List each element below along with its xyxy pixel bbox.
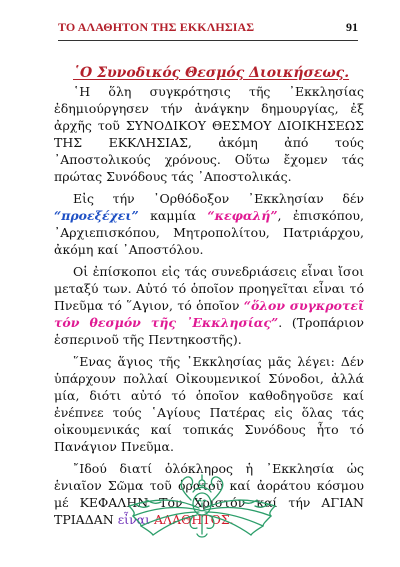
highlight-kefali: “κεφαλή” <box>207 208 278 223</box>
highlight-proexechei: “προεξέχει” <box>54 208 139 223</box>
winged-seraph-ornament-icon <box>121 470 283 545</box>
page-number: 91 <box>346 20 358 34</box>
section-title: ῾Ο Συνοδικός Θεσμός Διοικήσεως. <box>73 65 350 81</box>
highlight-einai: εἶναι <box>117 512 151 527</box>
highlight-troparion-quote: “ὅλον συγκροτεῖ τόν θεσμόν τῆς ᾿Εκκλησίας” <box>54 298 365 330</box>
paragraph-4: ῞Ενας ἅγιος τῆς ᾿Εκκλησίας μᾶς λέγει: Δέν ὑπάρχουν πολλαί Οἰκουμενικοί Σύνοδοι, ἀλλά μία, διότι αὐτό τό ὁποῖον καθοδηγοῦσε καί ἐνέπνεε τούς ῾Αγίους Πατέρας εἰς ὅλας τάς οἰκουμενικάς καί τοπικάς Συνόδους ἦτο τό Πανάγιον Πνεῦμα. <box>54 354 364 454</box>
highlight-alathitos: ΑΛΑΘΗΤΟΣ. <box>154 512 234 527</box>
paragraph-2-text-b: καμμία <box>138 208 208 223</box>
running-title: ΤΟ ΑΛΑΘΗΤΟΝ ΤΗΣ ΕΚΚΛΗΣΙΑΣ <box>58 20 255 34</box>
paragraph-2-text-c: , ἐπισκόπου, ᾿Αρχιεπισκόπου, Μητροπολίτου, Πατριάρχου, ἀκόμη καί ᾿Αποστόλου. <box>54 208 364 257</box>
header-rule <box>58 40 358 41</box>
paragraph-2 <box>54 190 364 258</box>
paragraph-3-text-a: Οἱ ἐπίσκοποι εἰς τάς συνεδριάσεις εἶναι ἴσοι μεταξύ των. Αὐτό τό ὁποῖον προηγεῖται εἶναι τό Πνεῦμα τό ῞Αγιον, τό ὁποῖον <box>54 264 364 313</box>
body-text <box>54 83 364 528</box>
paragraph-3-text-b: . (Τροπάριον ἑσπερινοῦ τῆς Πεντηκοστῆς). <box>54 315 364 347</box>
paragraph-2-text-a: Εἰς τήν ᾿Ορθόδοξον ᾿Εκκλησίαν δέν <box>73 191 364 206</box>
paragraph-1: ῾Η ὅλη συγκρότησις τῆς ᾿Εκκλησίας ἐδημιούργησεν τήν ἀνάγκην δημουργίας, ἐξ ἀρχῆς τοῦ ΣΥΝΟΔΙΚΟΥ ΘΕΣΜΟΥ ΔΙΟΙΚΗΣΕΩΣ ΤΗΣ ΕΚΚΛΗΣΙΑΣ, ἀκόμη ἀπό τούς ᾿Αποστολικούς χρόνους. Οὕτω ἔχομεν τάς πρώτας Συνόδους τάς ᾿Αποστολικάς. <box>54 84 364 184</box>
paragraph-3 <box>54 263 364 348</box>
paragraph-5-text-a: ῎Ιδού διατί ὁλόκληρος ἡ ᾿Εκκλησία ὡς ἑνιαῖον Σῶμα τοῦ ὁρατοῦ καί ἀοράτου κόσμου μέ ΚΕΦΑΛΗΝ Τόν Χριστόν καί τήν ΑΓΙΑΝ ΤΡΙΑΔΑΝ <box>54 461 364 527</box>
